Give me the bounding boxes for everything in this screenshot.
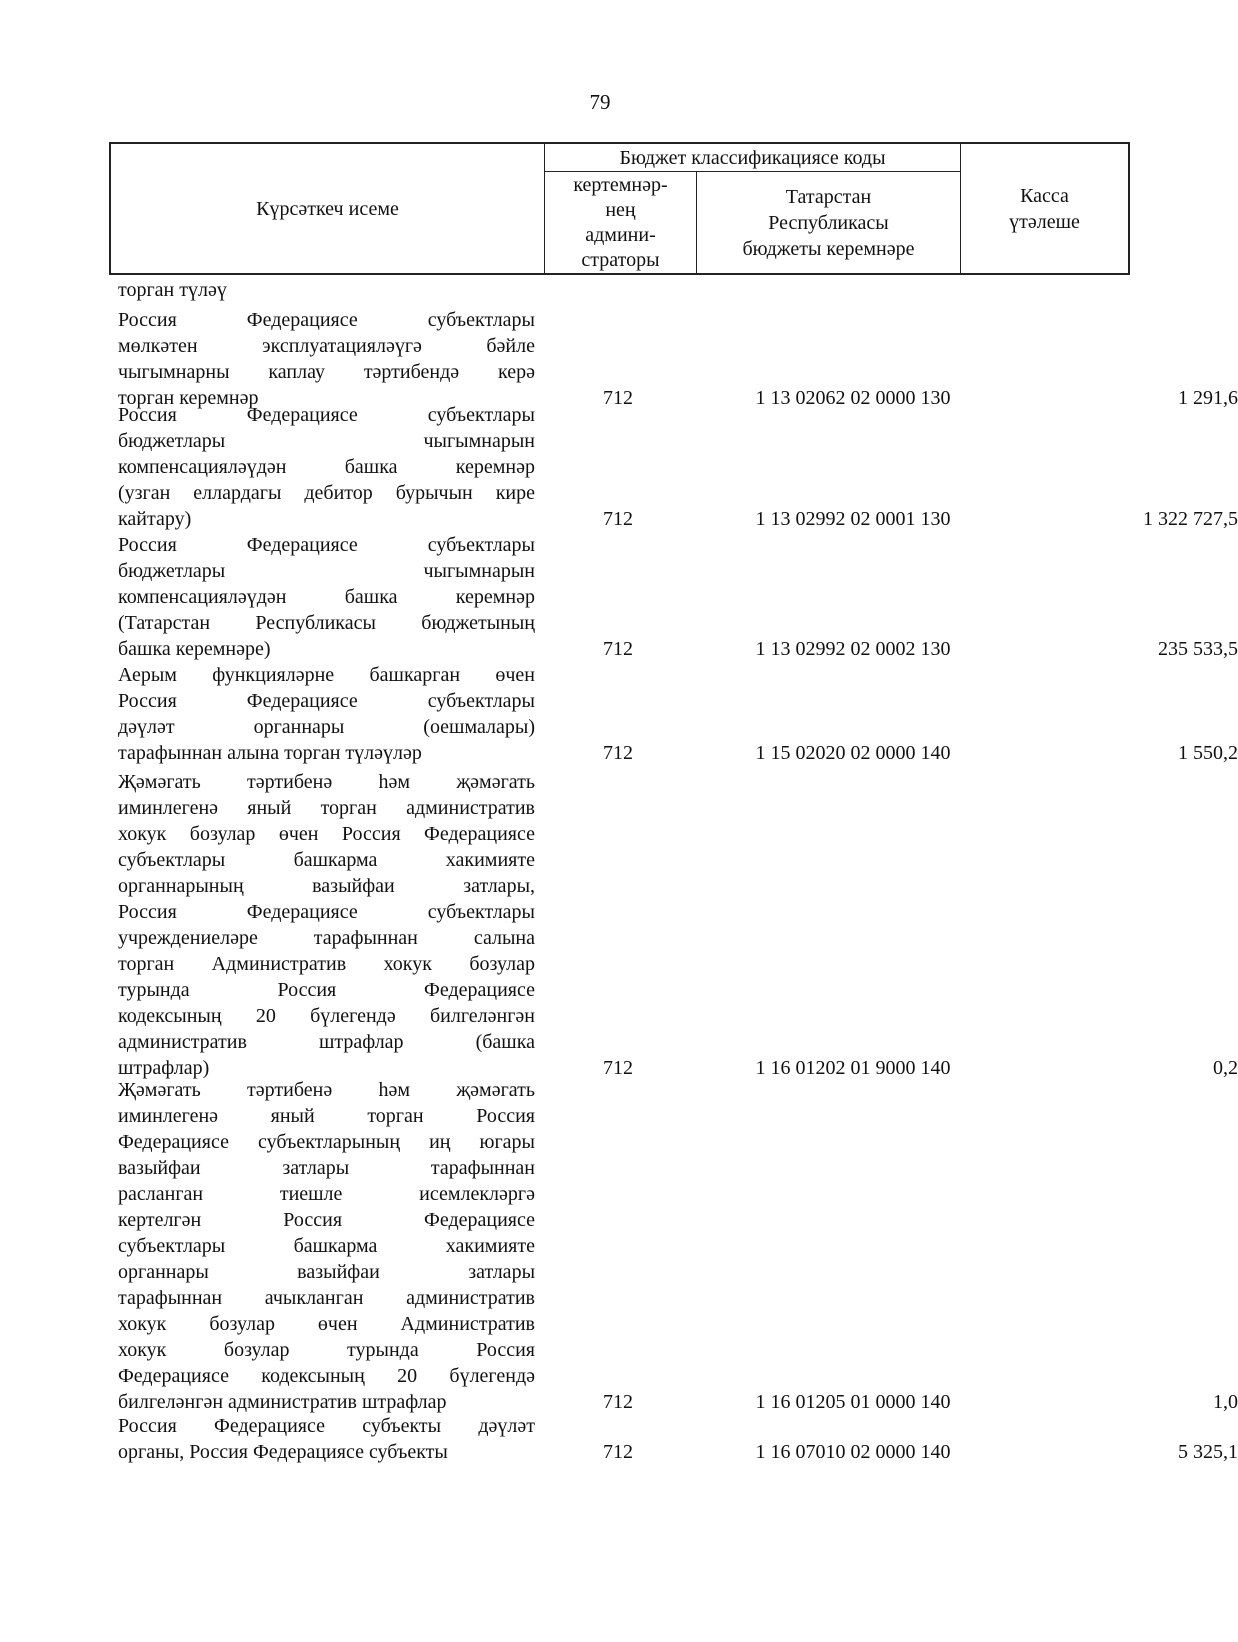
indicator-name-line: Аерым функцияләрне башкарган өчен bbox=[118, 664, 535, 686]
budget-income-code: 1 16 07010 02 0000 140 bbox=[755, 1441, 951, 1463]
indicator-name-line: торган түләү bbox=[118, 279, 227, 301]
budget-income-code: 1 13 02992 02 0001 130 bbox=[755, 508, 951, 530]
header-indicator-name: Күрсәткеч исеме bbox=[111, 144, 545, 273]
indicator-name-line: кайтару) bbox=[118, 508, 192, 530]
header-tatarstan-budget-income bbox=[697, 172, 961, 273]
indicator-name-line: хокук бозулар өчен Россия Федерациясе bbox=[118, 823, 535, 845]
administrator-code: 712 bbox=[603, 742, 633, 764]
indicator-name-line: компенсацияләүдән башка керемнәр bbox=[118, 586, 535, 608]
indicator-name-line: кертелгән Россия Федерациясе bbox=[118, 1209, 535, 1231]
administrator-code: 712 bbox=[603, 1441, 633, 1463]
indicator-name bbox=[118, 1077, 535, 1415]
indicator-name-line: бюджетлары чыгымнарын bbox=[118, 430, 535, 452]
header-cash-line: үтәлеше bbox=[1009, 210, 1080, 233]
indicator-name-line: органнары вазыйфаи затлары bbox=[118, 1261, 535, 1283]
table-header bbox=[109, 142, 1130, 275]
indicator-name-line: Җәмәгать тәртибенә һәм җәмәгать bbox=[118, 771, 535, 793]
indicator-name-line: штрафлар) bbox=[118, 1057, 210, 1079]
cash-execution-amount: 0,2 bbox=[1213, 1057, 1238, 1079]
budget-income-code: 1 15 02020 02 0000 140 bbox=[755, 742, 951, 764]
cash-execution-amount: 1,0 bbox=[1213, 1391, 1238, 1413]
indicator-name-line: Россия Федерациясе субъектлары bbox=[118, 404, 535, 426]
indicator-name-line: хокук бозулар турында Россия bbox=[118, 1339, 535, 1361]
indicator-name-line: торган Административ хокук бозулар bbox=[118, 953, 535, 975]
page-number: 79 bbox=[589, 90, 611, 114]
indicator-name-line: билгеләнгән административ штрафлар bbox=[118, 1391, 447, 1413]
cash-execution-amount: 235 533,5 bbox=[1158, 638, 1238, 660]
cash-execution-amount: 5 325,1 bbox=[1178, 1441, 1238, 1463]
budget-income-code: 1 16 01202 01 9000 140 bbox=[755, 1057, 951, 1079]
indicator-name-line: Россия Федерациясе субъектлары bbox=[118, 690, 535, 712]
indicator-name-line: дәүләт органнары (оешмалары) bbox=[118, 716, 535, 738]
header-income-line: Татарстан bbox=[785, 185, 872, 208]
indicator-name-line: башка керемнәре) bbox=[118, 638, 271, 660]
indicator-name-line: тарафыннан ачыкланган административ bbox=[118, 1287, 535, 1309]
indicator-name-line: Федерациясе субъектларының иң югары bbox=[118, 1131, 535, 1153]
indicator-name-line: Россия Федерациясе субъектлары bbox=[118, 901, 535, 923]
indicator-name-line: Россия Федерациясе субъектлары bbox=[118, 534, 535, 556]
administrator-code: 712 bbox=[603, 1391, 633, 1413]
indicator-name bbox=[118, 307, 535, 411]
indicator-name-line: мөлкәтен эксплуатацияләүгә бәйле bbox=[118, 335, 535, 357]
header-admins-line: нең bbox=[605, 198, 636, 221]
budget-income-code: 1 13 02992 02 0002 130 bbox=[755, 638, 951, 660]
indicator-name bbox=[118, 1413, 535, 1465]
indicator-name-line: (Татарстан Республикасы бюджетының bbox=[118, 612, 535, 634]
header-admins-line: кертемнәр- bbox=[573, 173, 668, 196]
indicator-name-line: тарафыннан алына торган түләүләр bbox=[118, 742, 422, 764]
indicator-name-line: Федерациясе кодексының 20 бүлегендә bbox=[118, 1365, 535, 1387]
header-admins-line: страторы bbox=[581, 248, 660, 271]
indicator-name-line: субъектлары башкарма хакимияте bbox=[118, 849, 535, 871]
indicator-name-line: кодексының 20 бүлегендә билгеләнгән bbox=[118, 1005, 535, 1027]
indicator-name-line: (узган еллардагы дебитор бурычын кире bbox=[118, 482, 535, 504]
indicator-name-line: бюджетлары чыгымнарын bbox=[118, 560, 535, 582]
indicator-name-line: Җәмәгать тәртибенә һәм җәмәгать bbox=[118, 1079, 535, 1101]
header-income-line: бюджеты керемнәре bbox=[742, 237, 915, 260]
indicator-name-line: расланган тиешле исемлекләргә bbox=[118, 1183, 535, 1205]
header-cash-execution bbox=[961, 144, 1128, 273]
indicator-name-line: иминлегенә яный торган административ bbox=[118, 797, 535, 819]
indicator-name-line: органнарының вазыйфаи затлары, bbox=[118, 875, 535, 897]
indicator-name-line: вазыйфаи затлары тарафыннан bbox=[118, 1157, 535, 1179]
budget-income-code: 1 16 01205 01 0000 140 bbox=[755, 1391, 951, 1413]
administrator-code: 712 bbox=[603, 638, 633, 660]
indicator-name bbox=[118, 402, 535, 532]
indicator-name bbox=[118, 532, 535, 662]
cash-execution-amount: 1 550,2 bbox=[1178, 742, 1238, 764]
indicator-name-line: органы, Россия Федерациясе субъекты bbox=[118, 1441, 448, 1463]
indicator-name-line: административ штрафлар (башка bbox=[118, 1031, 535, 1053]
budget-income-code: 1 13 02062 02 0000 130 bbox=[755, 387, 951, 409]
indicator-name-line: компенсацияләүдән башка керемнәр bbox=[118, 456, 535, 478]
indicator-name-line: учреждениеләре тарафыннан салына bbox=[118, 927, 535, 949]
indicator-name-line: чыгымнарны каплау тәртибендә керә bbox=[118, 361, 535, 383]
administrator-code: 712 bbox=[603, 387, 633, 409]
indicator-name-line: турында Россия Федерациясе bbox=[118, 979, 535, 1001]
header-revenue-administrators bbox=[545, 172, 697, 273]
header-cash-line: Касса bbox=[1020, 184, 1069, 207]
indicator-name bbox=[118, 662, 535, 766]
indicator-name-line: субъектлары башкарма хакимияте bbox=[118, 1235, 535, 1257]
administrator-code: 712 bbox=[603, 508, 633, 530]
header-budget-classification-code: Бюджет классификациясе коды bbox=[545, 144, 961, 172]
indicator-name bbox=[118, 277, 535, 303]
header-income-line: Республикасы bbox=[768, 211, 889, 234]
header-admins-line: админи- bbox=[585, 223, 656, 246]
indicator-name-line: торган керемнәр bbox=[118, 387, 259, 409]
indicator-name-line: Россия Федерациясе субъектлары bbox=[118, 309, 535, 331]
cash-execution-amount: 1 291,6 bbox=[1178, 387, 1238, 409]
administrator-code: 712 bbox=[603, 1057, 633, 1079]
indicator-name bbox=[118, 769, 535, 1081]
indicator-name-line: хокук бозулар өчен Административ bbox=[118, 1313, 535, 1335]
cash-execution-amount: 1 322 727,5 bbox=[1143, 508, 1238, 530]
indicator-name-line: Россия Федерациясе субъекты дәүләт bbox=[118, 1415, 535, 1437]
indicator-name-line: иминлегенә яный торган Россия bbox=[118, 1105, 535, 1127]
